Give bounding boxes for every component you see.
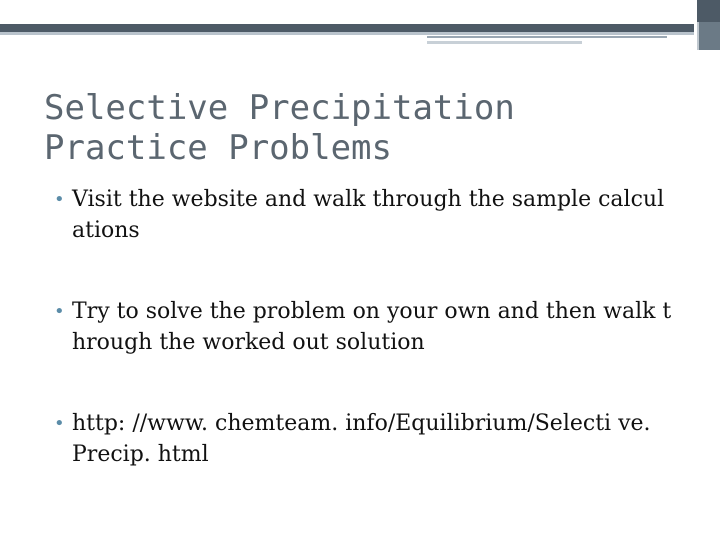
corner-decoration-dark — [697, 0, 720, 22]
bullet-dot-icon: • — [54, 413, 65, 434]
header-bar — [0, 24, 694, 32]
bullet-list — [52, 184, 672, 520]
accent-line-secondary — [427, 41, 582, 44]
accent-line — [427, 36, 667, 38]
bullet-text: Visit the website and walk through the sample calculations — [72, 187, 665, 243]
bullet-dot-icon: • — [54, 189, 65, 210]
bullet-text: Try to solve the problem on your own and then walk through the worked out solution — [72, 299, 672, 355]
slide-title: Selective Precipitation Practice Problems — [44, 88, 515, 168]
bullet-item — [52, 184, 672, 246]
top-band — [0, 0, 720, 24]
bullet-link-text[interactable]: http: //www. chemteam. info/Equilibrium/Selecti ve. Precip. html — [72, 411, 651, 467]
header-bar-highlight — [0, 32, 694, 35]
bullet-dot-icon: • — [54, 301, 65, 322]
bullet-item — [52, 296, 672, 358]
bullet-item — [52, 408, 672, 470]
